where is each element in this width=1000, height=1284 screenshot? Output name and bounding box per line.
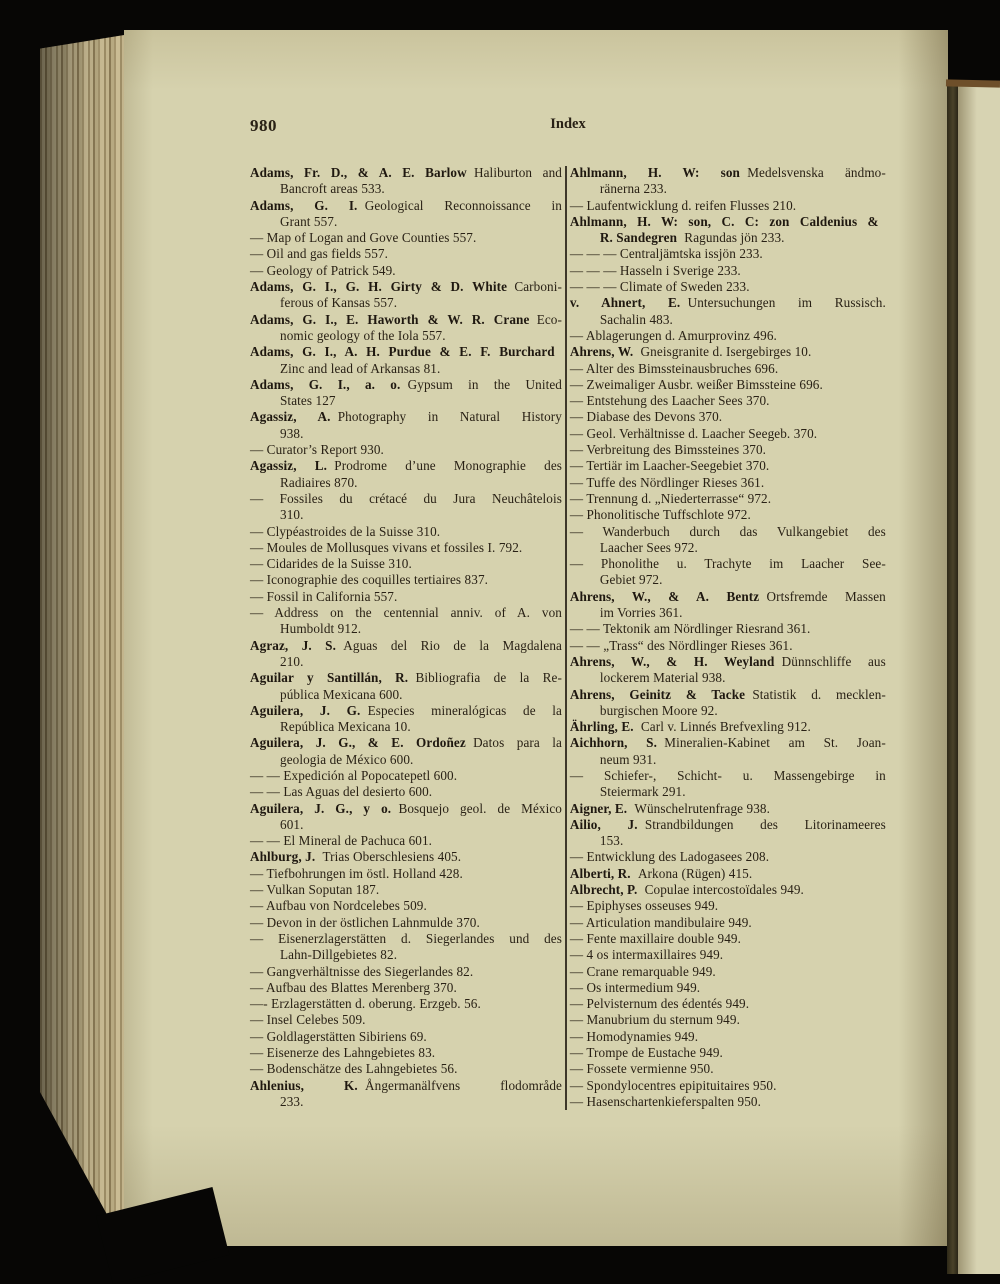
index-entry-line: — Insel Celebes 509. <box>250 1012 366 1028</box>
index-entry-line: 601. <box>280 816 304 832</box>
index-entry-line: Adams, G. I., E. Haworth & W. R. Crane Eco- <box>250 311 562 327</box>
index-entry-line: — Tiefbohrungen im östl. Holland 428. <box>250 865 463 881</box>
index-entry-line: — Wanderbuch durch das Vulkangebiet des <box>569 523 886 539</box>
index-entry-line: Adams, G. I., G. H. Girty & D. White Carboni- <box>250 279 562 295</box>
index-entry-line: Ahrens, W. Gneisgranite d. Isergebirges 10. <box>569 344 812 360</box>
index-entry-line: — Fossete vermienne 950. <box>569 1061 714 1077</box>
book-page <box>124 30 948 1246</box>
index-entry-line: — Hasenschartenkieferspalten 950. <box>569 1093 762 1109</box>
author-name: Ahlmann, H. W: son <box>569 165 740 180</box>
index-entry-line: 210. <box>280 653 304 669</box>
index-entry-line: 153. <box>599 833 624 849</box>
index-entry-line: — Diabase des Devons 370. <box>569 409 723 425</box>
index-entry-line: Sachalin 483. <box>599 311 673 327</box>
index-entry-line: — — El Mineral de Pachuca 601. <box>250 833 433 849</box>
index-entry-line: R. Sandegren Ragundas jön 233. <box>599 230 785 246</box>
index-entry-line: Aigner, E. Wünschelrutenfrage 938. <box>569 800 771 816</box>
index-entry-line: — Verbreitung des Bimssteines 370. <box>569 442 767 458</box>
index-entry-line: — — Tektonik am Nördlinger Riesrand 361. <box>569 621 811 637</box>
index-entry-line: — Fente maxillaire double 949. <box>569 930 741 946</box>
author-name: Aguilera, J. G., & E. Ordoñez <box>250 735 466 751</box>
index-entry-line: Bancroft areas 533. <box>280 181 385 197</box>
index-entry-line: Aguilera, J. G., y o. Bosquejo geol. de México <box>250 800 563 816</box>
author-name: Ahrens, W., & H. Weyland <box>569 653 775 669</box>
left-column <box>250 165 562 1110</box>
author-name: Adams, G. I., A. H. Purdue & E. F. Burchard <box>250 344 555 360</box>
index-entry-line: — Alter des Bimssteinausbruches 696. <box>569 360 779 376</box>
author-name: Agassiz, A. <box>250 409 331 425</box>
index-entry-line: — Pelvisternum des édentés 949. <box>569 996 750 1012</box>
index-entry-line: — Moules de Mollusques vivans et fossiles I. 792. <box>250 539 523 555</box>
index-entry-line: — 4 os intermaxillaires 949. <box>569 947 724 963</box>
index-entry-line: República Mexicana 10. <box>280 719 411 735</box>
book-gutter <box>947 84 958 1274</box>
index-entry-line: lockerem Material 938. <box>599 670 726 686</box>
page-header <box>250 112 886 140</box>
author-name: Adams, G. I., G. H. Girty & D. White <box>250 279 508 295</box>
index-entry-line: Ahlburg, J. Trias Oberschlesiens 405. <box>250 849 462 865</box>
index-entry-line: — Homodynamies 949. <box>569 1028 699 1044</box>
index-entry-line: Ahrens, Geinitz & Tacke Statistik d. mecklen- <box>569 686 886 702</box>
index-entry-line: Aichhorn, S. Mineralien-Kabinet am St. Joan- <box>569 735 886 751</box>
index-entry-line: Ährling, E. Carl v. Linnés Brefvexling 912. <box>569 719 811 735</box>
author-name: Aguilar y Santillán, R. <box>250 670 409 686</box>
index-entry-line: Albrecht, P. Copulae intercostoïdales 949. <box>569 882 804 898</box>
index-entry-line: — Fossil in California 557. <box>250 588 398 604</box>
index-entry-line: — — Las Aguas del desierto 600. <box>250 784 433 800</box>
index-entry-line: — Goldlagerstätten Sibiriens 69. <box>250 1028 427 1044</box>
index-entry-line: — Trennung d. „Niederterrasse“ 972. <box>569 490 772 506</box>
author-name: Ailio, J. <box>569 816 638 832</box>
author-name: Aichhorn, S. <box>569 735 658 751</box>
author-name: Adams, G. I. <box>250 197 358 213</box>
author-name: Ährling, E. <box>569 719 634 735</box>
index-entry-line: — Geol. Verhältnisse d. Laacher Seegeb. 370. <box>569 425 818 441</box>
index-entry-line: burgischen Moore 92. <box>599 702 718 718</box>
index-entry-line: Agraz, J. S. Aguas del Rio de la Magdalena <box>250 637 563 653</box>
index-entry-line: — — „Trass“ des Nördlinger Rieses 361. <box>569 637 793 653</box>
index-entry-line: — Phonolitische Tuffschlote 972. <box>569 507 751 523</box>
index-entry-line: — Eisenerze des Lahngebietes 83. <box>250 1045 436 1061</box>
index-entry-line: nomic geology of the Iola 557. <box>280 327 446 343</box>
running-head-title: Index <box>550 116 586 132</box>
index-entry-line: 938. <box>280 425 304 441</box>
author-name: v. Ahnert, E. <box>569 295 681 311</box>
index-entry-line: geologia de México 600. <box>280 751 414 767</box>
index-entry-line: Ahrens, W., & H. Weyland Dünnschliffe aus <box>569 653 886 669</box>
author-name: R. Sandegren <box>599 230 678 246</box>
next-page-edge <box>958 84 1000 1274</box>
index-entry-line: Adams, Fr. D., & A. E. Barlow Haliburton and <box>250 165 563 180</box>
page-content <box>250 112 886 1110</box>
author-name: Alberti, R. <box>569 865 631 881</box>
index-entry-line: Lahn-Dillgebietes 82. <box>280 947 398 963</box>
index-entry-line: — Manubrium du sternum 949. <box>569 1012 740 1028</box>
index-entry-line: — Spondylocentres epipituitaires 950. <box>569 1077 777 1093</box>
index-entry-line: — — Expedición al Popocatepetl 600. <box>250 767 458 783</box>
author-name: Agraz, J. S. <box>250 637 337 653</box>
index-entry-line: — Vulkan Soputan 187. <box>250 882 380 898</box>
index-entry-line: — Fossiles du crétacé du Jura Neuchâtelois <box>250 490 562 506</box>
index-entry-line: — Articulation mandibulaire 949. <box>569 914 752 930</box>
index-entry-line: Adams, G. I. Geological Reconnoissance in <box>250 197 562 213</box>
index-entry-line: Ailio, J. Strandbildungen des Litorinameeres <box>569 816 886 832</box>
author-name: Aguilera, J. G., y o. <box>250 800 392 816</box>
book-page-stack-edge <box>40 34 130 1250</box>
index-entry-line: Aguilera, J. G. Especies mineralógicas de la <box>250 702 562 718</box>
index-entry-line: — Trompe de Eustache 949. <box>569 1045 723 1061</box>
index-entry-line: pública Mexicana 600. <box>280 686 403 702</box>
index-entry-line: — Clypéastroides de la Suisse 310. <box>250 523 441 539</box>
index-entry-line: — Iconographie des coquilles tertiaires 837. <box>250 572 489 588</box>
index-entry-line: Ahlenius, K. Ångermanälfvens flodområde <box>250 1077 562 1093</box>
index-entry-line: Zinc and lead of Arkansas 81. <box>280 360 441 376</box>
right-column <box>570 165 886 1110</box>
index-entry-line: — — — Hasseln i Sverige 233. <box>569 262 741 278</box>
index-entry-line: — Phonolithe u. Trachyte im Laacher See- <box>569 556 886 572</box>
index-entry-line: — Cidarides de la Suisse 310. <box>250 556 412 572</box>
author-name: Aguilera, J. G. <box>250 702 361 718</box>
page-number: 980 <box>250 116 277 135</box>
index-entry-line: Gebiet 972. <box>599 572 663 588</box>
index-entry-line: States 127 <box>280 393 336 409</box>
index-entry-line: — Entstehung des Laacher Sees 370. <box>569 393 770 409</box>
index-entry-line: — Ablagerungen d. Amurprovinz 496. <box>569 327 777 343</box>
author-name: Aigner, E. <box>569 800 628 816</box>
index-entry-line: Grant 557. <box>280 213 338 229</box>
index-entry-line: — Devon in der östlichen Lahnmulde 370. <box>250 914 480 930</box>
index-entry-line: Agassiz, L. Prodrome d’une Monographie des <box>250 458 563 474</box>
index-entry-line: Laacher Sees 972. <box>599 539 698 555</box>
index-entry-line: Humboldt 912. <box>280 621 362 637</box>
index-entry-line: ferous of Kansas 557. <box>280 295 398 311</box>
index-entry-line: ränerna 233. <box>599 181 667 197</box>
index-entry-line: — Entwicklung des Ladogasees 208. <box>569 849 770 865</box>
index-entry-line: Steiermark 291. <box>599 784 686 800</box>
index-entry-line: —- Erzlagerstätten d. oberung. Erzgeb. 56. <box>250 996 481 1012</box>
index-entry-line <box>570 214 886 230</box>
author-name: Ahlburg, J. <box>250 849 316 865</box>
author-name: Ahrens, Geinitz & Tacke <box>569 686 746 702</box>
index-entry-line: — Zweimaliger Ausbr. weißer Bimssteine 696. <box>569 376 823 392</box>
index-entry-line: — Tertiär im Laacher-Seegebiet 370. <box>569 458 770 474</box>
index-entry-line: Ahlmann, H. W: son Medelsvenska ändmo- <box>569 165 886 180</box>
index-entry-line: 233. <box>280 1093 304 1109</box>
index-entry-line: — Address on the centennial anniv. of A. von <box>250 605 562 621</box>
index-entry-line: Agassiz, A. Photography in Natural History <box>250 409 562 425</box>
index-entry-line: — Schiefer-, Schicht- u. Massengebirge in <box>569 767 886 783</box>
author-name: Albrecht, P. <box>569 882 638 898</box>
column-divider-rule <box>565 166 567 1110</box>
index-columns <box>250 165 886 1110</box>
index-entry-line: Radiaires 870. <box>280 474 358 490</box>
author-name: Agassiz, L. <box>250 458 328 474</box>
index-entry-line: — Oil and gas fields 557. <box>250 246 389 262</box>
index-entry-line: Aguilar y Santillán, R. Bibliografia de la Re- <box>250 670 562 686</box>
index-entry-line: — Laufentwicklung d. reifen Flusses 210. <box>569 197 797 213</box>
index-entry-line: — — — Centraljämtska issjön 233. <box>569 246 763 262</box>
index-entry-line: Ahrens, W., & A. Bentz Ortsfremde Massen <box>569 588 886 604</box>
next-page-top-edge <box>946 79 1000 87</box>
author-name: Ahrens, W. <box>569 344 634 360</box>
index-entry-line: — Tuffe des Nördlinger Rieses 361. <box>569 474 765 490</box>
index-entry-line: — Gangverhältnisse des Siegerlandes 82. <box>250 963 474 979</box>
index-entry-line: neum 931. <box>599 751 657 767</box>
author-name: Ahlmann, H. W: son, C. C: zon Caldenius & <box>569 213 879 229</box>
index-entry-line: Alberti, R. Arkona (Rügen) 415. <box>569 865 753 881</box>
index-entry-line: — Eisenerzlagerstätten d. Siegerlandes und des <box>250 930 562 946</box>
author-name: Ahrens, W., & A. Bentz <box>569 588 760 604</box>
index-entry-line: — Epiphyses osseuses 949. <box>569 898 719 914</box>
index-entry-line: — Aufbau des Blattes Merenberg 370. <box>250 979 457 995</box>
index-entry-line: — Geology of Patrick 549. <box>250 262 396 278</box>
index-entry-line: im Vorries 361. <box>599 605 683 621</box>
index-entry-line: — Curator’s Report 930. <box>250 442 384 458</box>
author-name: Adams, G. I., a. o. <box>250 376 401 392</box>
author-name: Ahlenius, K. <box>250 1077 358 1093</box>
index-entry-line: — Aufbau von Nordcelebes 509. <box>250 898 427 914</box>
index-entry-line: — Bodenschätze des Lahngebietes 56. <box>250 1061 458 1077</box>
index-entry-line: v. Ahnert, E. Untersuchungen im Russisch. <box>569 295 886 311</box>
index-entry-line <box>250 344 562 360</box>
author-name: Adams, G. I., E. Haworth & W. R. Crane <box>250 311 530 327</box>
index-entry-line: — Os intermedium 949. <box>569 979 701 995</box>
index-entry-line: — Map of Logan and Gove Counties 557. <box>250 230 477 246</box>
index-entry-line: — Crane remarquable 949. <box>569 963 716 979</box>
index-entry-line: Aguilera, J. G., & E. Ordoñez Datos para la <box>250 735 562 751</box>
index-entry-line: 310. <box>280 507 304 523</box>
index-entry-line: Adams, G. I., a. o. Gypsum in the United <box>250 376 562 392</box>
index-entry-line: — — — Climate of Sweden 233. <box>569 279 750 295</box>
author-name: Adams, Fr. D., & A. E. Barlow <box>250 165 467 180</box>
